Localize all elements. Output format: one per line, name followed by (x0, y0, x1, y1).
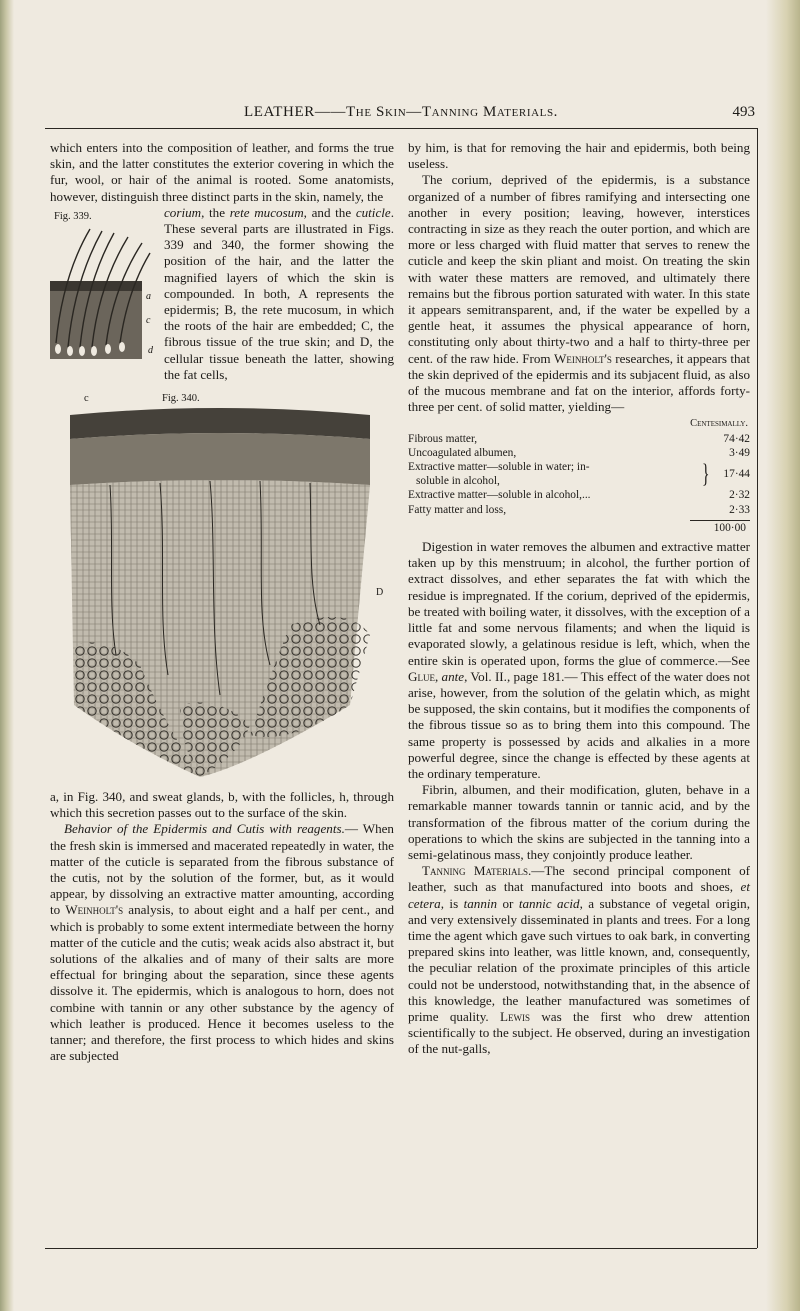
figure-339-caption: Fig. 339. (54, 210, 92, 222)
behavior-heading: Behavior of the Epidermis and Cutis with reagents. (64, 821, 345, 837)
table-row: Uncoagulated albumen, 3·49 (408, 446, 750, 459)
figure-340-letter-c: c (84, 393, 89, 405)
table-row: Extractive matter—soluble in alcohol,... 2·32 (408, 489, 750, 502)
table-row-braced: Extractive matter—soluble in water; in- soluble in alcohol, } 17·44 (408, 459, 750, 489)
table-header: Centesimally. (690, 418, 748, 430)
figure-339 (50, 209, 156, 371)
right-paragraph-4: Fibrin, albumen, and their modification, gluten, behave in a remarkable manner towards tannin or tannic acid, and by the transformation of the fibrous matter of the corium during the operations to which the skins are subjected in the tanning into a semi-gelatinous mass, they conjointly produce leather. (408, 782, 750, 862)
column-frame-right (757, 128, 758, 1248)
table-total: 100·00 (713, 521, 746, 534)
right-paragraph-1: by him, is that for removing the hair and epidermis, both being useless. (408, 140, 750, 172)
left-paragraph-2: a, in Fig. 340, and sweat glands, b, with the follicles, h, through which this secretion passes out to the surface of the skin. (50, 789, 394, 821)
right-column (408, 140, 750, 1058)
left-paragraph-3: Behavior of the Epidermis and Cutis with reagents.— When the fresh skin is immersed and macerated repeatedly in water, the matter of the cuticle is separated from the fibrous substance of the cutis, not by the solution of the former, but, as it would appear, by dissolving an extractive matter amounting, according to Weinholt's analysis, to about eight and a half per cent., and which is probably to some extent intermediate between the horny matter of the cuticle and the cutis; weak acids also abstract it, but solutions of the alkalies and of many of their salts are more effectual for bringing about the separation, since these agents dissolve it. The epidermis, which is analogous to horn, does not combine with tannin or any other substance by the agency of which leather is produced. Hence it becomes useless to the tanner; and therefore, the first process to which hides and skins are subjected (50, 821, 394, 1064)
page-edge-right (766, 0, 800, 1311)
left-column (50, 140, 394, 1065)
right-paragraph-2: The corium, deprived of the epidermis, is a substance organized of a number of fibres ramifying and intersecting one another in every position; leaving, however, interstices contracting in size as they reach the outer portion, and which are more or less charged with fluid matter that serves to renew the cuticle and keep the skin pliant and moist. On treating the skin with water these matters are removed, and ultimately there remains but the fibrous portion saturated with water. In this state it appears semitransparent, and, if the water be expelled by a gentle heat, it assumes the physical appearance of horn, constituting only about thirty-two and a half to thirty-three per cent. of the raw hide. From Weinholt's researches, it appears that the skin deprived of the epidermis and its subjacent fluid, as also of the mucous membrane and fat on the interior, affords forty-three per cent. of solid matter, yielding— (408, 172, 751, 415)
table-row: Fatty matter and loss, 2·33 (408, 503, 750, 516)
figure-339-illustration (50, 223, 156, 369)
figure-339-letter-a: a (146, 290, 151, 302)
running-head: LEATHER——The Skin—Tanning Materials. (243, 104, 559, 120)
header-rule (45, 128, 757, 129)
right-paragraph-5: Tanning Materials.—The second principal component of leather, such as that manufactured into boots and shoes, et cetera, is tannin or tannic acid, a substance of vegetal origin, and very extensively disseminated in plants and trees. For a long time the agent which gave such virtues to oak bark, in converting prepared skins into leather, was little known, and, consequently, the peculiar relation of the proximate principles of this article could not be understood, notwithstanding that, in the absence of this knowledge, the leather manufactured was sometimes of prime quality. Lewis was the first who drew attention scientifically to the subject. He observed, during an investigation of the nut-galls, (408, 863, 751, 1057)
page-header (45, 104, 757, 126)
table-row: Fibrous matter, 74·42 (408, 432, 750, 445)
figure-340-letter-d: D (376, 587, 384, 599)
page-edge-left (0, 0, 14, 1311)
left-paragraph-1-continued: corium, the rete mucosum, and the cuticle. These several parts are illustrated in Figs. 339 and 340, the former showing the position of the hair, and the latter the magnified layers of which the skin is compounded. In both, A represents the epidermis; B, the rete mucosum, in which the roots of the hair are embedded; C, the fibrous tissue of the true skin; and D, the cellular tissue beneath the latter, showing the fat cells, (164, 204, 394, 382)
tanning-materials-heading: Tanning Materials. (422, 863, 532, 879)
right-paragraph-3: Digestion in water removes the albumen and extractive matter taken up by this menstruum; in alcohol, the further portion of extract dissolves, and ether separates the fat with which the residue is impregnated. If the corium, deprived of the epidermis, be treated with boiling water, it dissolves, with the exception of a little fat and some nervous filaments; and when the liquid is evaporated slowly, a gelatinous residue is left, which, when the entire skin is operated upon, forms the glue of commerce.—See Glue, ante, Vol. II., page 181.— This effect of the water does not arise, however, from the solution of the gelatin which, as might be supposed, the skin contains, but it modifies the components of the fibrous tissue so as to bring them into this compound. The same property is possessed by acids and alkalies in a more powerful degree, since the change is effected by these agents at the ordinary temperature. (408, 539, 750, 781)
composition-table (408, 417, 750, 535)
figure-340-caption: Fig. 340. (162, 393, 200, 405)
page-number: 493 (732, 104, 755, 120)
bottom-rule (45, 1248, 757, 1249)
figure-339-letter-d: d (148, 344, 153, 356)
figure-340-illustration (50, 405, 394, 781)
left-paragraph-1: which enters into the composition of leather, and forms the true skin, and the latter constitutes the exterior covering in which the fur, wool, or hair of the animal is rooted. Some anatomists, however, distinguish three distinct parts in the skin, namely, the (50, 140, 394, 204)
figure-339-letter-c: c (146, 314, 151, 326)
figure-340 (50, 391, 394, 783)
